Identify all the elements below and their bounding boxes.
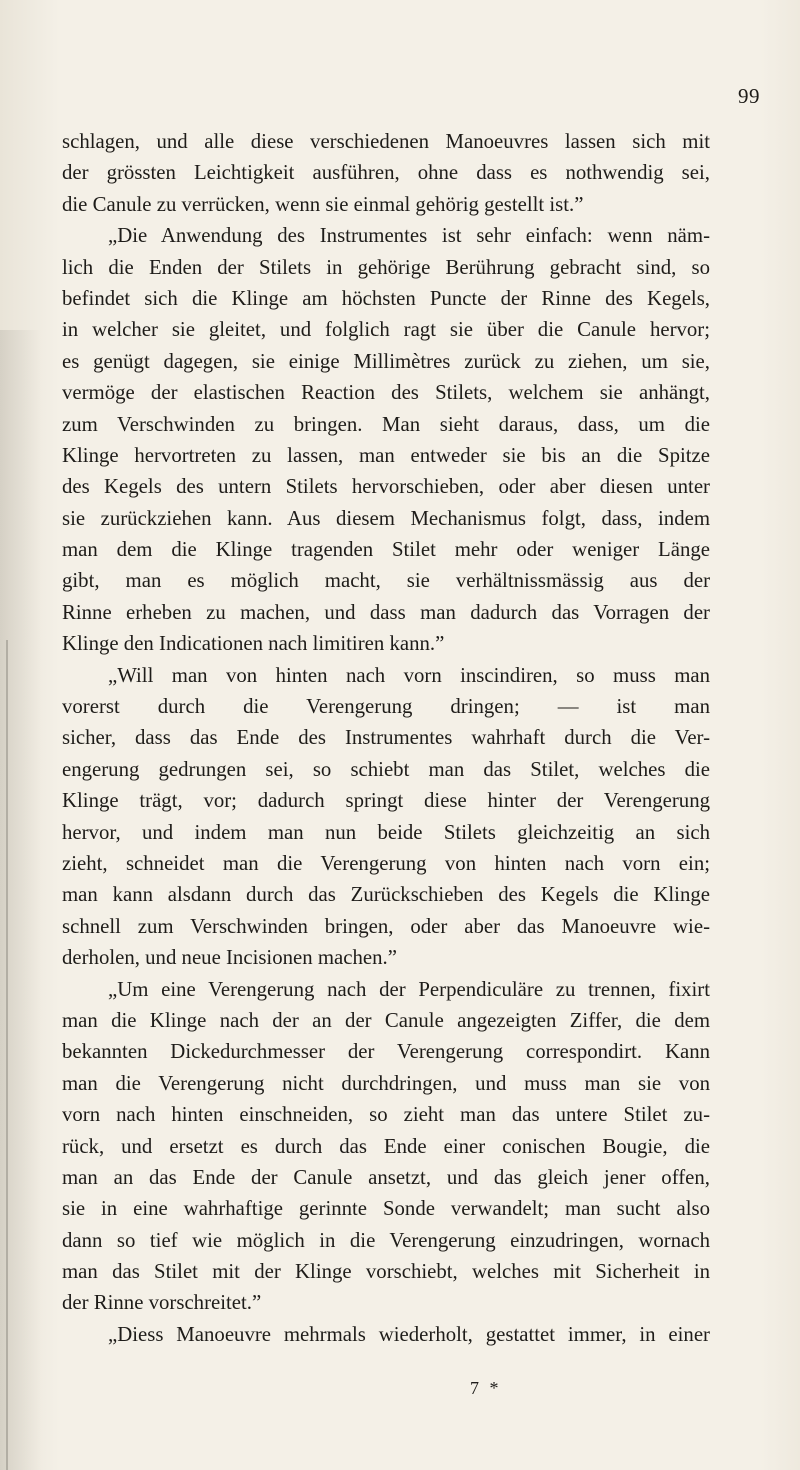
text-line: sicher, dass das Ende des Instrumentes wahrhaft durch die Ver- (62, 726, 710, 750)
text-line: man die Verengerung nicht durchdringen, und muss man sie von (62, 1071, 710, 1095)
text-line: derholen, und neue Incisionen machen.” (62, 946, 397, 970)
text-line: man die Klinge nach der an der Canule angezeigten Ziffer, die dem (62, 1008, 710, 1032)
text-line: Klinge den Indicationen nach limitiren kann.” (62, 632, 445, 656)
text-line: der grössten Leichtigkeit ausführen, ohne dass es nothwendig sei, (62, 161, 710, 185)
text-line: des Kegels des untern Stilets hervorschieben, oder aber diesen unter (62, 475, 710, 499)
text-line: in welcher sie gleitet, und folglich ragt sie über die Canule hervor; (62, 318, 710, 342)
text-line: lich die Enden der Stilets in gehörige Berührung gebracht sind, so (62, 255, 710, 279)
paragraph-start-line: „Diess Manoeuvre mehrmals wiederholt, gestattet immer, in einer (108, 1322, 710, 1346)
text-line: hervor, und indem man nun beide Stilets gleichzeitig an sich (62, 820, 710, 844)
text-line: sie zurückziehen kann. Aus diesem Mechanismus folgt, dass, indem (62, 506, 710, 530)
text-line: schlagen, und alle diese verschiedenen Manoeuvres lassen sich mit (62, 130, 710, 153)
page-number: 99 (738, 84, 760, 108)
text-line: engerung gedrungen sei, so schiebt man das Stilet, welches die (62, 757, 710, 781)
paragraph-start-line: „Will man von hinten nach vorn inscindiren, so muss man (108, 663, 710, 687)
text-line: dann so tief wie möglich in die Verengerung einzudringen, wornach (62, 1228, 710, 1252)
text-line: bekannten Dickedurchmesser der Verengerung correspondirt. Kann (62, 1040, 710, 1064)
text-line: gibt, man es möglich macht, sie verhältnissmässig aus der (62, 569, 710, 593)
body-text (62, 126, 710, 1350)
text-line: vorn nach hinten einschneiden, so zieht man das untere Stilet zu- (62, 1103, 710, 1127)
binding-edge (6, 640, 8, 1470)
signature-mark: 7 * (470, 1378, 502, 1398)
paragraph-start-line: „Um eine Verengerung nach der Perpendiculäre zu trennen, fixirt (108, 977, 710, 1001)
text-line: die Canule zu verrücken, wenn sie einmal gehörig gestellt ist.” (62, 192, 584, 216)
text-line: sie in eine wahrhaftige gerinnte Sonde verwandelt; man sucht also (62, 1197, 710, 1221)
text-line: man das Stilet mit der Klinge vorschiebt, welches mit Sicherheit in (62, 1260, 710, 1284)
paragraph-start-line: „Die Anwendung des Instrumentes ist sehr einfach: wenn näm- (108, 224, 710, 248)
text-line: es genügt dagegen, sie einige Millimètres zurück zu ziehen, um sie, (62, 349, 710, 373)
text-line: der Rinne vorschreitet.” (62, 1291, 262, 1315)
text-line: schnell zum Verschwinden bringen, oder aber das Manoeuvre wie- (62, 914, 710, 938)
text-line: man kann alsdann durch das Zurückschieben des Kegels die Klinge (62, 883, 710, 907)
text-line: Klinge trägt, vor; dadurch springt diese hinter der Verengerung (62, 789, 710, 813)
text-line: Rinne erheben zu machen, und dass man dadurch das Vorragen der (62, 600, 710, 624)
text-line: man dem die Klinge tragenden Stilet mehr oder weniger Länge (62, 538, 710, 562)
text-line: vermöge der elastischen Reaction des Stilets, welchem sie anhängt, (62, 381, 710, 405)
text-line: rück, und ersetzt es durch das Ende einer conischen Bougie, die (62, 1134, 710, 1158)
text-line: Klinge hervortreten zu lassen, man entweder sie bis an die Spitze (62, 443, 710, 467)
text-line: zum Verschwinden zu bringen. Man sieht daraus, dass, um die (62, 412, 710, 436)
text-line: befindet sich die Klinge am höchsten Puncte der Rinne des Kegels, (62, 286, 710, 310)
text-line: man an das Ende der Canule ansetzt, und das gleich jener offen, (62, 1165, 710, 1189)
text-line: vorerst durch die Verengerung dringen; — ist man (62, 695, 710, 719)
text-line: zieht, schneidet man die Verengerung von hinten nach vorn ein; (62, 851, 710, 875)
